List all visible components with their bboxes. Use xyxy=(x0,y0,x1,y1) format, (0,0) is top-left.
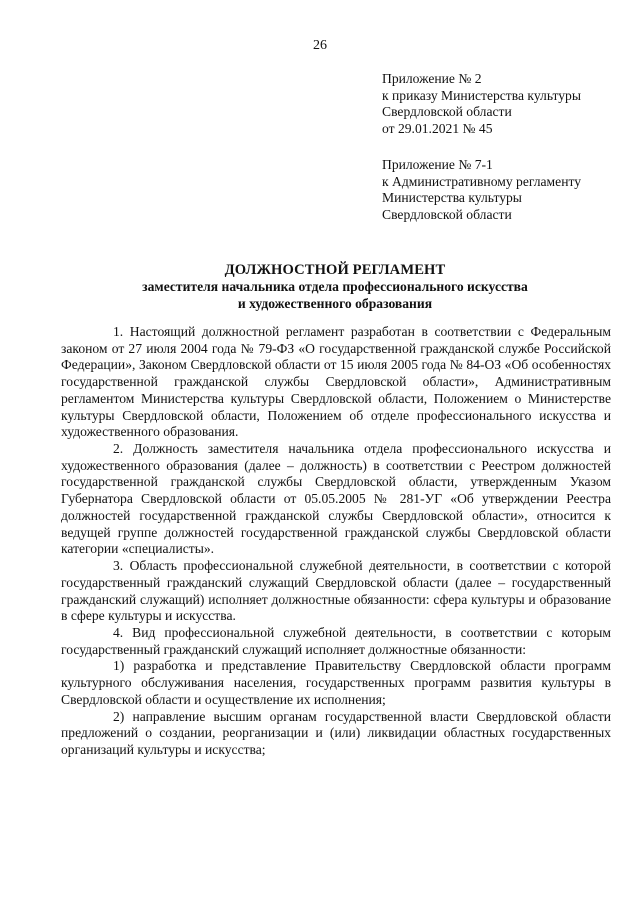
document-body xyxy=(61,324,611,759)
appendix-line: Свердловской области xyxy=(382,104,512,119)
appendix-line: Приложение № 2 xyxy=(382,71,482,86)
subtitle-line: и художественного образования xyxy=(237,295,433,311)
paragraph-4-item-1: 1) разработка и представление Правительству Свердловской области программ культурного обслуживания населения, государственных программ развития культуры в Свердловской области и осуществление их исполнения; xyxy=(61,658,611,707)
appendix-line: от 29.01.2021 № 45 xyxy=(382,120,493,136)
page-number: 26 xyxy=(313,38,327,53)
appendix-line: Свердловской области xyxy=(382,206,512,222)
appendix-regulation-reference xyxy=(382,157,632,223)
document-heading xyxy=(60,261,610,312)
document-subtitle xyxy=(60,279,610,312)
document-title: ДОЛЖНОСТНОЙ РЕГЛАМЕНТ xyxy=(224,262,446,278)
paragraph-2: 2. Должность заместителя начальника отдела профессионального искусства и художественного образования (далее – должность) в соответствии с Реестром должностей государственной гражданской службы Свердловской области, утвержденным Указом Губернатора Свердловской области от 05.05.2005 № 281-УГ «Об утверждении Реестра должностей государственной гражданской службы Свердловской области», относится к ведущей группе должностей государственной гражданской службы Свердловской области категории «специалисты». xyxy=(61,441,611,557)
paragraph-1: 1. Настоящий должностной регламент разработан в соответствии с Федеральным законом от 27 июля 2004 года № 79-ФЗ «О государственной гражданской службе Российской Федерации», Законом Свердловской области от 15 июля 2005 года № 84-ОЗ «Об особенностях государственной гражданской службы Свердловской области», Административным регламентом Министерства культуры Свердловской области, Положением о Министерстве культуры Свердловской области, Положением об отделе профессионального искусства и художественного образования. xyxy=(61,324,611,440)
appendix-line: Приложение № 7-1 xyxy=(382,157,493,172)
appendix-line: к приказу Министерства культуры xyxy=(382,87,581,103)
paragraph-4-item-2: 2) направление высшим органам государственной власти Свердловской области предложений о создании, реорганизации и (или) ликвидации областных государственных организаций культуры и искусства; xyxy=(61,708,611,757)
appendix-line: Министерства культуры xyxy=(382,190,522,205)
subtitle-line: заместителя начальника отдела профессионального искусства xyxy=(142,279,528,294)
appendix-order-reference xyxy=(382,71,632,137)
paragraph-3: 3. Область профессиональной служебной деятельности, в соответствии с которой государственный гражданский служащий Свердловской области (далее – государственный гражданский служащий) исполняет должностные обязанности: сфера культуры и образование в сфере культуры и искусства. xyxy=(61,558,611,624)
appendix-line: к Административному регламенту xyxy=(382,173,582,189)
paragraph-4: 4. Вид профессиональной служебной деятельности, в соответствии с которым государственный гражданский служащий исполняет должностные обязанности: xyxy=(61,624,611,657)
